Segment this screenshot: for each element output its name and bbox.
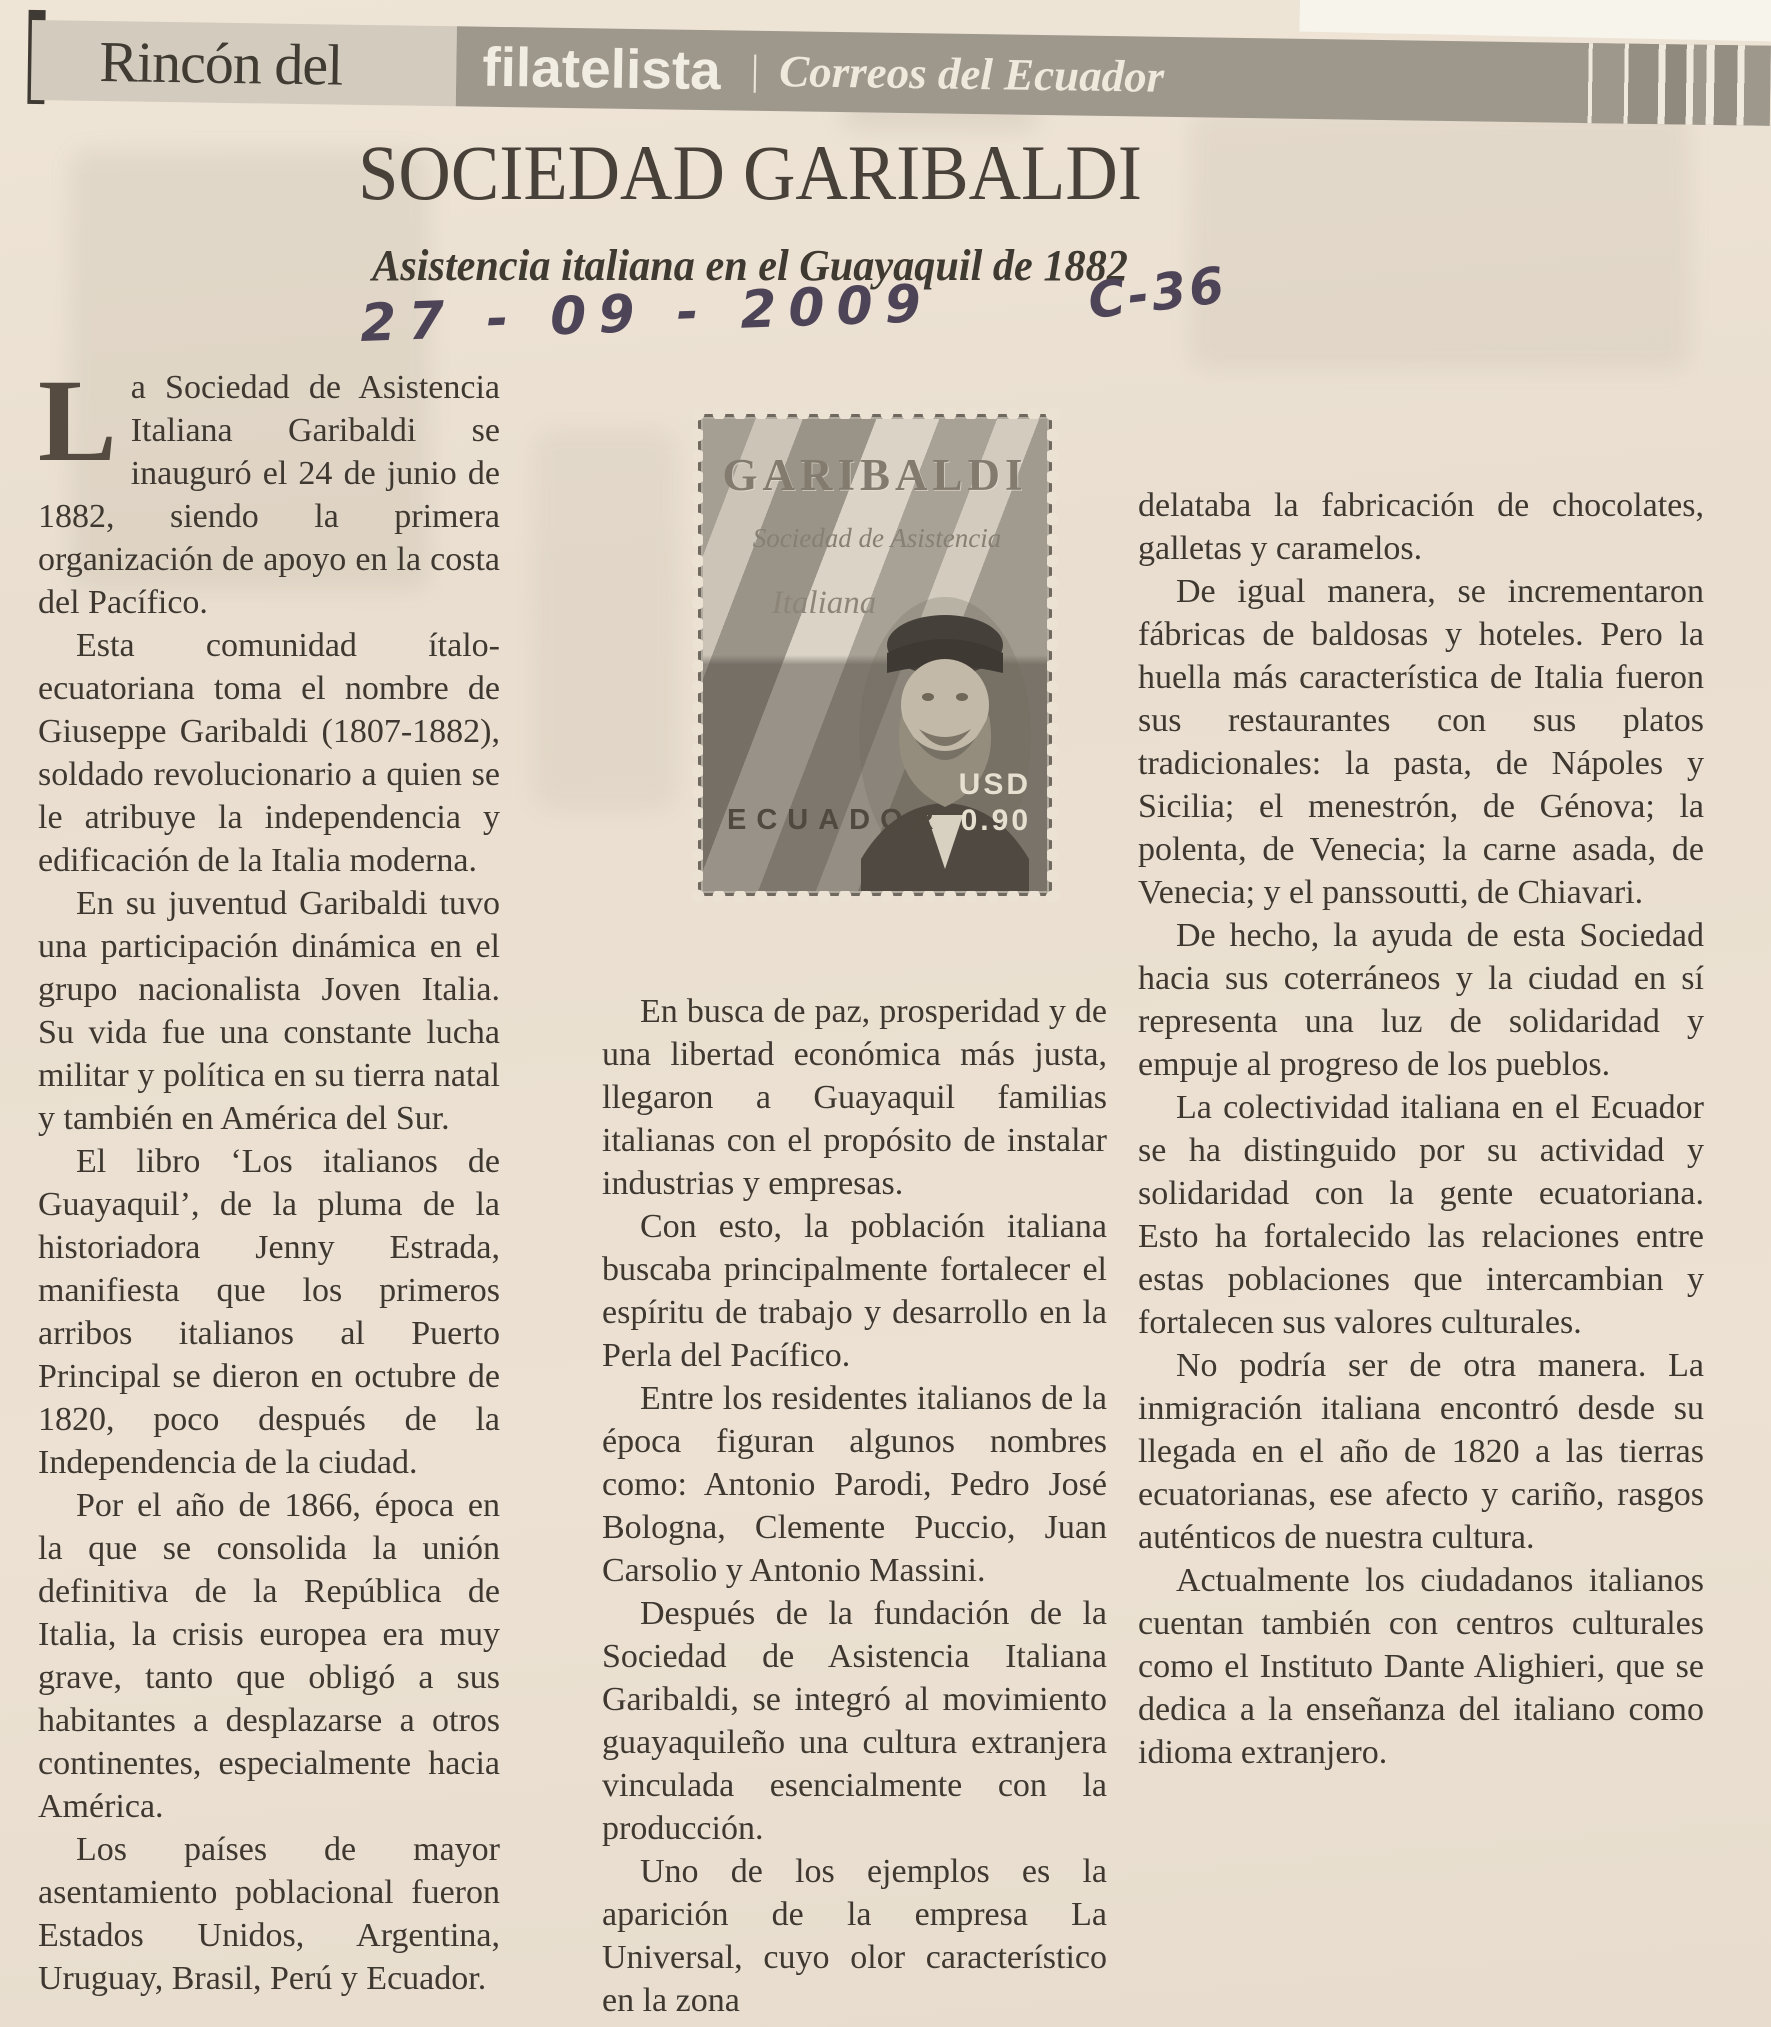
article-paragraph: delataba la fabricación de chocolates, galletas y caramelos.	[1138, 487, 1704, 567]
article-paragraph: Actualmente los ciudadanos italianos cuentan también con centros culturales como el Instituto Dante Alighieri, que se dedica a la enseñanza del italiano como idioma extranjero.	[1138, 1562, 1704, 1771]
dropcap-letter: L	[38, 355, 117, 486]
stamp-artwork	[703, 419, 1047, 891]
article-paragraph: Entre los residentes italianos de la época figuran algunos nombres como: Antonio Parodi, Pedro José Bologna, Clemente Puccio, Juan Carsolio y Antonio Massini.	[602, 1380, 1107, 1589]
article-paragraph: No podría ser de otra manera. La inmigración italiana encontró desde su llegada en el año de 1820 a las tierras ecuatorianas, ese afecto y cariño, rasgos auténticos de nuestra cultura.	[1138, 1347, 1704, 1556]
section-header-right	[456, 26, 1771, 125]
scan-edge-white	[1299, 0, 1771, 44]
stamp-italiana-line: Italiana	[771, 585, 877, 621]
stamp-society-line: Sociedad de Asistencia	[752, 523, 1002, 553]
article-paragraph: En su juventud Garibaldi tuvo una participación dinámica en el grupo nacionalista Joven Italia. Su vida fue una constante lucha militar y política en su tierra natal y también en América del Sur.	[38, 885, 500, 1137]
article-subtitle: Asistencia italiana en el Guayaquil de 1882	[372, 241, 1128, 290]
article-paragraph: En busca de paz, prosperidad y de una libertad económica más justa, llegaron a Guayaquil familias italianas con el propósito de instalar industrias y empresas.	[602, 993, 1107, 1202]
article-column-3	[1138, 484, 1704, 1774]
stamp-value: 0.90	[960, 804, 1031, 837]
stamp-title: GARIBALDI	[722, 450, 1028, 500]
article-column-1	[38, 355, 500, 2000]
stamp-denomination	[959, 767, 1031, 839]
article-paragraph: El libro ‘Los italianos de Guayaquil’, de la pluma de la historiadora Jenny Estrada, manifiesta que los primeros arribos italianos al Puerto Principal se dieron en octubre de 1820, poco después de la Independencia de la ciudad.	[38, 1143, 500, 1481]
section-name: filatelista	[481, 35, 722, 102]
article-paragraph: Por el año de 1866, época en la que se consolida la unión definitiva de la República de Italia, la crisis europea era muy grave, tanto que obligó a sus habitantes a desplazarse a otros continentes, especialmente hacia América.	[38, 1487, 500, 1825]
article-paragraph: La colectividad italiana en el Ecuador se ha distinguido por su actividad y solidaridad con la gente ecuatoriana. Esto ha fortalecido las relaciones entre estas poblaciones que intercambian y fortalecen sus valores culturales.	[1138, 1089, 1704, 1341]
article-title: SOCIEDAD GARIBALDI	[358, 129, 1142, 216]
barcode-stripes	[1580, 43, 1771, 126]
header-divider: |	[750, 47, 760, 94]
article-paragraph: Con esto, la población italiana buscaba principalmente fortalecer el espíritu de trabajo y desarrollo en la Perla del Pacífico.	[602, 1208, 1107, 1374]
section-kicker: Rincón del	[98, 28, 343, 98]
garibaldi-portrait-icon	[849, 567, 1041, 891]
brand-name: Correos del Ecuador	[778, 46, 1165, 102]
paragraph-text: a Sociedad de Asistencia Italiana Garibaldi se inauguró el 24 de junio de 1882, siendo la primera organización de apoyo en la costa del Pacífico.	[38, 369, 500, 621]
article-paragraph: Los países de mayor asentamiento poblacional fueron Estados Unidos, Argentina, Uruguay, Brasil, Perú y Ecuador.	[38, 1831, 500, 1997]
stamp-country-label: ECUADOR	[727, 804, 944, 836]
article-paragraph: Uno de los ejemplos es la aparición de la empresa La Universal, cuyo olor característico en la zona	[602, 1853, 1107, 2019]
handwritten-code: C-36	[1084, 255, 1231, 331]
article-paragraph: Esta comunidad ítalo-ecuatoriana toma el nombre de Giuseppe Garibaldi (1807-1882), soldado revolucionario a quien se le atribuye la independencia y edificación de la Italia moderna.	[38, 627, 500, 879]
article-column-2	[602, 990, 1107, 2022]
article-paragraph: De hecho, la ayuda de esta Sociedad hacia sus coterráneos y la ciudad en sí representa una luz de solidaridad y empuje al progreso de los pueblos.	[1138, 917, 1704, 1083]
article-paragraph: Después de la fundación de la Sociedad de Asistencia Italiana Garibaldi, se integró al movimiento guayaquileño una cultura extranjera vinculada esencialmente con la producción.	[602, 1595, 1107, 1847]
stamp-currency: USD	[958, 768, 1031, 801]
section-header-left	[31, 20, 457, 106]
stamp-image	[698, 414, 1052, 896]
handwritten-date: 27 - 09 - 2009	[359, 274, 934, 354]
bleedthrough-smudge	[535, 430, 675, 810]
article-paragraph	[38, 355, 500, 624]
article-paragraph: De igual manera, se incrementaron fábricas de baldosas y hoteles. Pero la huella más característica de Italia fueron sus restaurantes con sus platos tradicionales: la pasta, de Nápoles y Sicilia; el menestrón, de Génova; la polenta, de Venecia; la carne asada, de Venecia; y el panssoutti, de Chiavari.	[1138, 573, 1704, 911]
